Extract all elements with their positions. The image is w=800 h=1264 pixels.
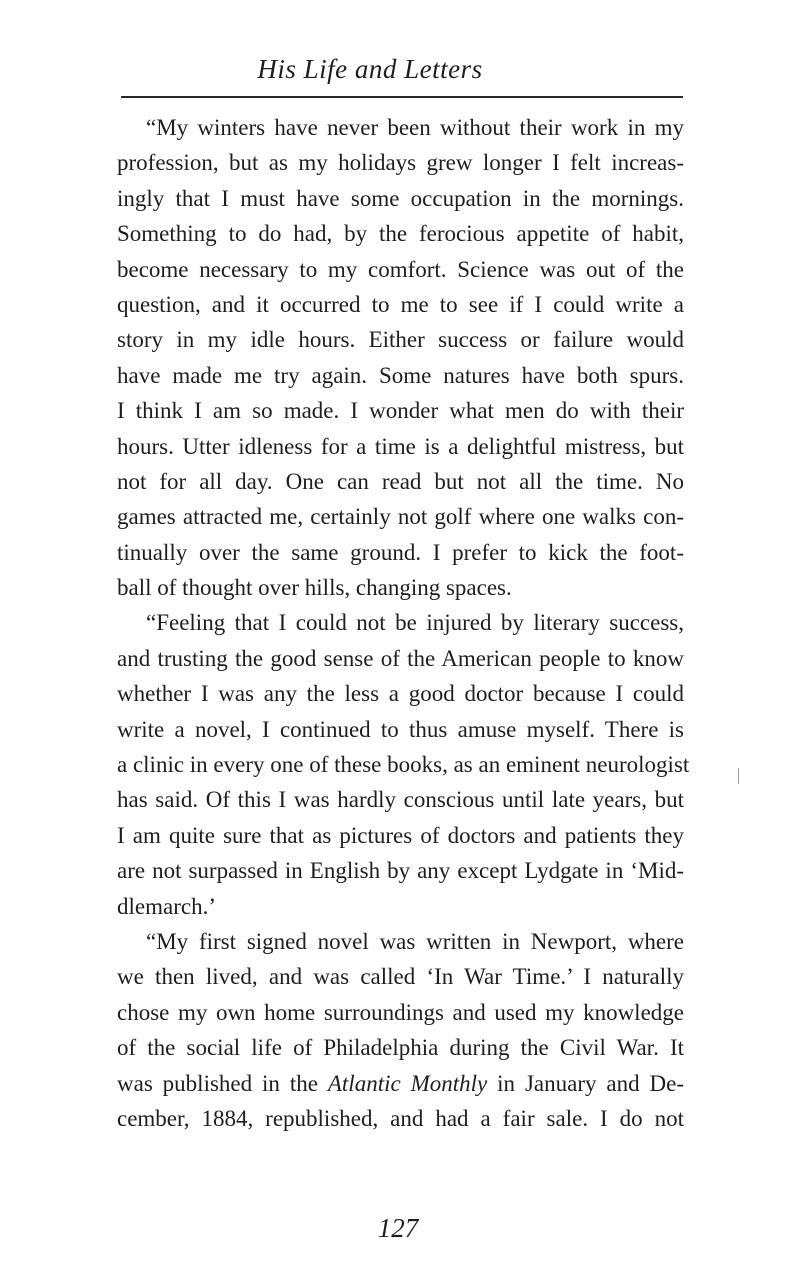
margin-mark <box>738 768 739 784</box>
text-line: I think I am so made. I wonder what men do with their <box>117 398 684 424</box>
text-line: become necessary to my comfort. Science was out of the <box>117 256 684 282</box>
page-number: 127 <box>377 1213 419 1243</box>
text-fragment: was published in the <box>117 1070 328 1096</box>
text-line: Something to do had, by the ferocious appetite of habit, <box>117 221 684 247</box>
text-line: a clinic in every one of these books, as an eminent neurologist <box>117 752 690 778</box>
text-line: and trusting the good sense of the American people to know <box>117 645 684 671</box>
running-head: His Life and Letters <box>257 54 483 84</box>
text-line: dlemarch.’ <box>117 893 216 919</box>
text-line: tinually over the same ground. I prefer to kick the foot- <box>117 539 684 565</box>
text-line: “My first signed novel was written in Newport, where <box>146 928 684 954</box>
text-line: write a novel, I continued to thus amuse myself. There is <box>117 716 684 742</box>
text-line: games attracted me, certainly not golf where one walks con- <box>117 504 684 530</box>
text-line: “My winters have never been without their work in my <box>146 115 684 140</box>
paragraph-2 <box>117 605 690 924</box>
text-line: “Feeling that I could not be injured by literary success, <box>146 610 684 636</box>
text-line: cember, 1884, republished, and had a fair sale. I do not <box>117 1105 684 1131</box>
text-line: whether I was any the less a good doctor because I could <box>117 681 684 707</box>
periodical-title: Atlantic Monthly <box>327 1070 488 1096</box>
text-line: question, and it occurred to me to see if I could write a <box>117 291 684 317</box>
text-line: ingly that I must have some occupation in the mornings. <box>117 185 684 211</box>
text-line: hours. Utter idleness for a time is a delightful mistress, but <box>117 433 684 459</box>
text-fragment: in January and De- <box>487 1070 685 1096</box>
body-text <box>117 110 690 1136</box>
text-line: I am quite sure that as pictures of doctors and patients they <box>117 822 684 848</box>
header-rule <box>121 96 683 98</box>
text-line-with-title <box>117 1066 684 1101</box>
paragraph-1 <box>117 110 684 605</box>
text-line: has said. Of this I was hardly conscious until late years, but <box>117 787 684 813</box>
text-line: have made me try again. Some natures have both spurs. <box>117 362 684 388</box>
text-line: of the social life of Philadelphia during the Civil War. It <box>117 1035 684 1061</box>
text-line: not for all day. One can read but not all the time. No <box>117 468 684 494</box>
text-line: story in my idle hours. Either success or failure would <box>117 327 684 353</box>
text-line: are not surpassed in English by any except Lydgate in ‘Mid- <box>117 858 684 884</box>
text-line: chose my own home surroundings and used my knowledge <box>117 999 684 1025</box>
paragraph-3 <box>117 924 684 1136</box>
text-line: profession, but as my holidays grew longer I felt increas- <box>117 150 684 176</box>
text-line: we then lived, and was called ‘In War Time.’ I naturally <box>117 964 684 990</box>
text-line: ball of thought over hills, changing spaces. <box>117 575 512 601</box>
